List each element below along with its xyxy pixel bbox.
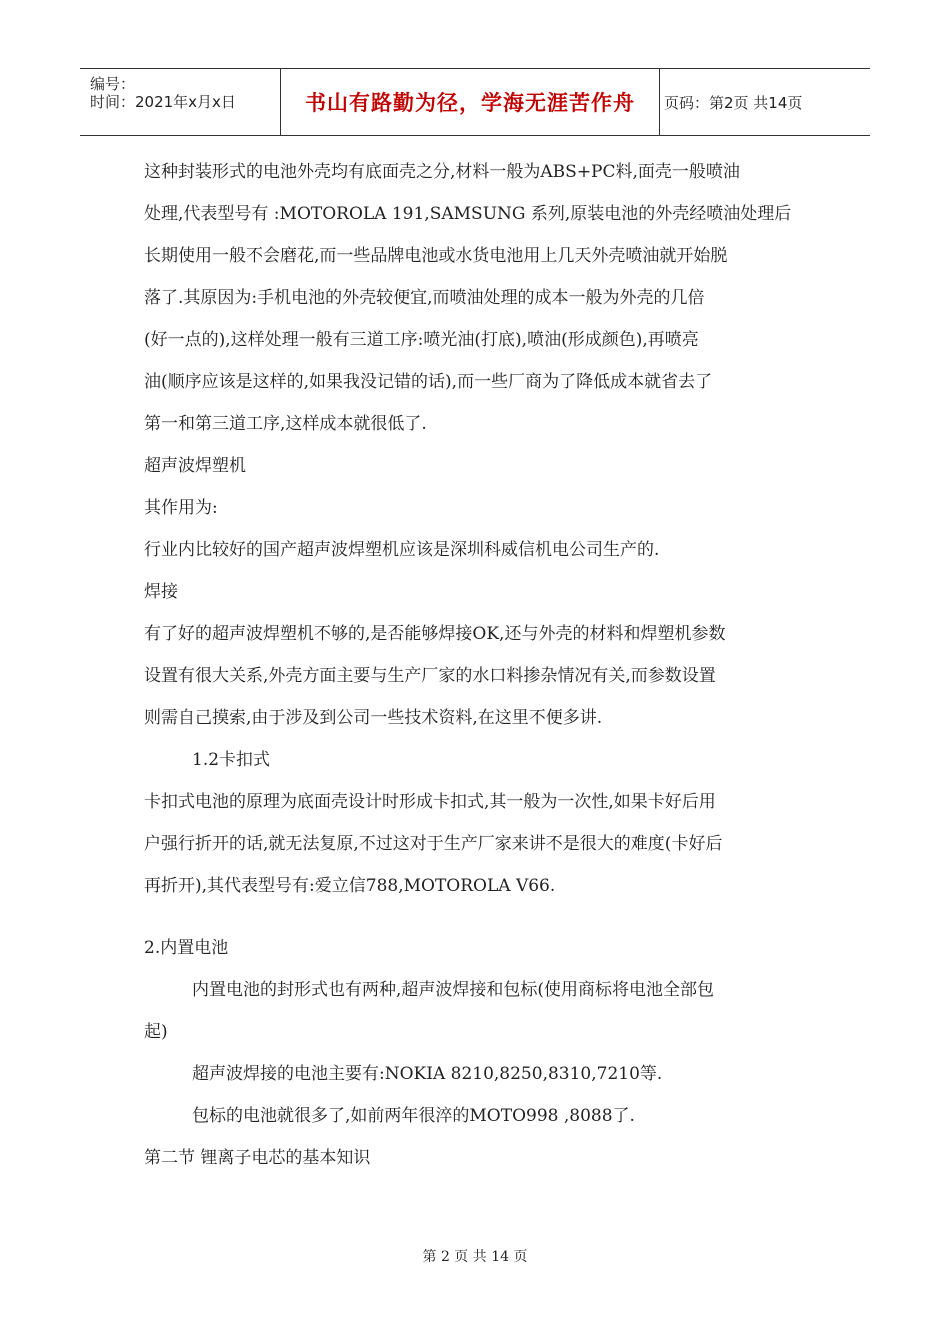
paragraph-line: 处理,代表型号有 :MOTOROLA 191,SAMSUNG 系列,原装电池的外壳经喷油处理后 [144, 204, 792, 224]
spacer [144, 910, 814, 930]
page-footer: 第 2 页 共 14 页 [422, 1249, 528, 1265]
paragraph-line: 内置电池的封形式也有两种,超声波焊接和包标(使用商标将电池全部包 [192, 980, 715, 1000]
number-label: 编号： [90, 75, 136, 93]
page-header [80, 68, 870, 136]
paragraph-line: 长期使用一般不会磨花,而一些品牌电池或水货电池用上几天外壳喷油就开始脱 [144, 246, 728, 266]
paragraph-line: 起) [144, 1022, 168, 1042]
paragraph-line: 再折开),其代表型号有:爱立信788,MOTOROLA V66. [144, 876, 556, 896]
paragraph-line: 卡扣式电池的原理为底面壳设计时形成卡扣式,其一般为一次性,如果卡好后用 [144, 792, 716, 812]
paragraph-line: (好一点的),这样处理一般有三道工序:喷光油(打底),喷油(形成颜色),再喷亮 [144, 330, 699, 350]
section-heading: 超声波焊塑机 [144, 456, 246, 476]
paragraph-line: 有了好的超声波焊塑机不够的,是否能够焊接OK,还与外壳的材料和焊塑机参数 [144, 624, 726, 644]
paragraph-line: 其作用为: [144, 498, 218, 518]
section-heading: 2.内置电池 [144, 938, 229, 958]
header-meta [80, 69, 281, 135]
section-heading: 1.2卡扣式 [192, 750, 271, 770]
section-heading: 第二节 锂离子电芯的基本知识 [144, 1148, 371, 1168]
paragraph-line: 包标的电池就很多了,如前两年很淬的MOTO998 ,8088了. [192, 1106, 635, 1126]
paragraph-line: 第一和第三道工序,这样成本就很低了. [144, 414, 427, 434]
document-body [144, 154, 814, 1182]
header-page-cell [660, 69, 870, 135]
page-info: 页码：第2页 共14页 [664, 93, 803, 112]
paragraph-line: 这种封装形式的电池外壳均有底面壳之分,材料一般为ABS+PC料,面壳一般喷油 [144, 162, 740, 182]
motto-text: 书山有路勤为径，学海无涯苦作舟 [305, 91, 635, 115]
header-motto-cell [281, 69, 660, 135]
date-label: 时间：2021年x月x日 [90, 93, 236, 111]
paragraph-line: 户强行折开的话,就无法复原,不过这对于生产厂家来讲不是很大的难度(卡好后 [144, 834, 723, 854]
paragraph-line: 行业内比较好的国产超声波焊塑机应该是深圳科威信机电公司生产的. [144, 540, 660, 560]
paragraph-line: 落了.其原因为:手机电池的外壳较便宜,而喷油处理的成本一般为外壳的几倍 [144, 288, 705, 308]
paragraph-line: 设置有很大关系,外壳方面主要与生产厂家的水口料掺杂情况有关,而参数设置 [144, 666, 716, 686]
paragraph-line: 则需自己摸索,由于涉及到公司一些技术资料,在这里不便多讲. [144, 708, 603, 728]
section-heading: 焊接 [144, 582, 178, 602]
paragraph-line: 油(顺序应该是这样的,如果我没记错的话),而一些厂商为了降低成本就省去了 [144, 372, 713, 392]
paragraph-line: 超声波焊接的电池主要有:NOKIA 8210,8250,8310,7210等. [192, 1064, 663, 1084]
